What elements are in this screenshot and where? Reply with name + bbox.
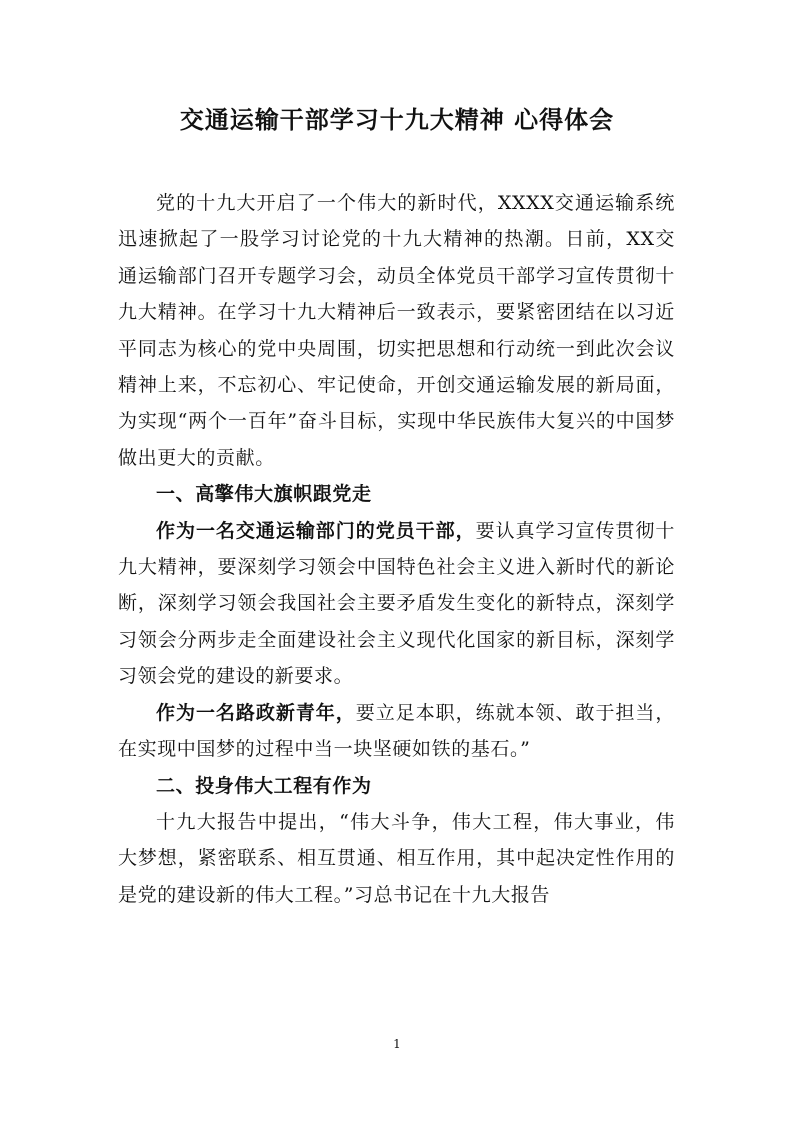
section-heading-1: 一、高擎伟大旗帜跟党走 (156, 483, 372, 506)
document-title: 交通运输干部学习十九大精神 心得体会 (179, 106, 615, 134)
paragraph-party-cadre (118, 513, 675, 695)
paragraph-road-youth (118, 695, 675, 768)
section-heading-2: 二、投身伟大工程有作为 (156, 774, 372, 797)
paragraph-lead-text: 作为一名交通运输部门的党员干部， (156, 519, 476, 542)
page-number: 1 (393, 1037, 401, 1051)
paragraph-body-text: 要立足本职，练就本领、敢于担当，在实现中国梦的过程中当一块坚硬如铁的基石。” (118, 701, 675, 761)
document-body (118, 185, 675, 913)
paragraph-report: 十九大报告中提出，“伟大斗争，伟大工程，伟大事业，伟大梦想，紧密联系、相互贯通、相互作用，其中起决定性作用的是党的建设新的伟大工程。”习总书记在十九大报告 (118, 810, 675, 906)
paragraph-lead-text: 作为一名路政新青年， (156, 701, 356, 724)
paragraph-intro: 党的十九大开启了一个伟大的新时代，XXXX交通运输系统迅速掀起了一股学习讨论党的十九大精神的热潮。日前，XX交通运输部门召开专题学习会，动员全体党员干部学习宣传贯彻十九大精神。在学习十九大精神后一致表示，要紧密团结在以习近平同志为核心的党中央周围，切实把思想和行动统一到此次会议精神上来，不忘初心、牢记使命，开创交通运输发展的新局面，为实现“两个一百年”奋斗目标，实现中华民族伟大复兴的中国梦做出更大的贡献。 (118, 192, 675, 469)
paragraph-body-text: 要认真学习宣传贯彻十九大精神，要深刻学习领会中国特色社会主义进入新时代的新论断，深刻学习领会我国社会主要矛盾发生变化的新特点，深刻学习领会分两步走全面建设社会主义现代化国家的新目标，深刻学习领会党的建设的新要求。 (118, 519, 675, 688)
